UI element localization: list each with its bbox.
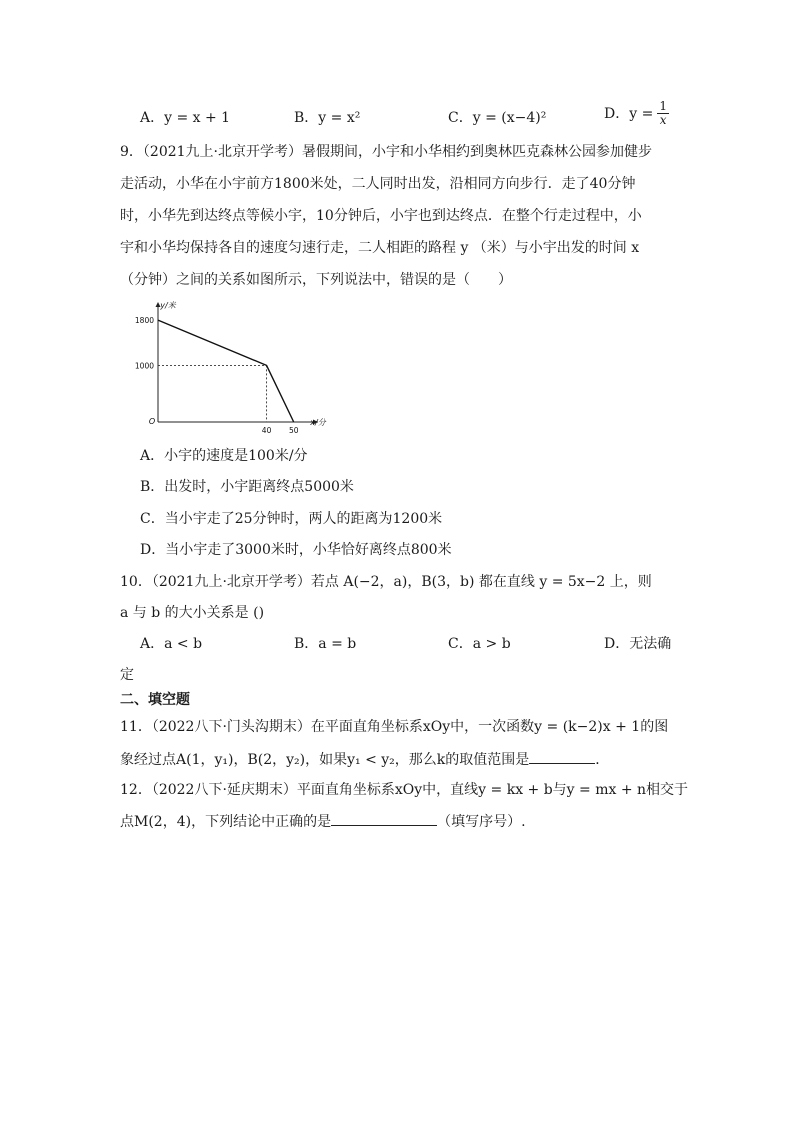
q12-answer-blank[interactable] bbox=[331, 811, 437, 826]
q10-option-b: B．a = b bbox=[294, 636, 357, 652]
q11-line-2 bbox=[120, 749, 609, 770]
origin-label: O bbox=[148, 417, 156, 426]
q11-answer-blank[interactable] bbox=[529, 749, 595, 764]
y-tick-1800: 1800 bbox=[134, 316, 154, 326]
q12-line-2 bbox=[120, 811, 526, 832]
q9-line-2: 走活动，小华在小宇前方1800米处，二人同时出发，沿相同方向步行．走了40分钟 bbox=[120, 176, 636, 192]
q10-line-2: a 与 b 的大小关系是 () bbox=[120, 605, 265, 621]
q10-line-1: 10．（2021九上·北京开学考）若点 A(−2，a)，B(3，b) 都在直线 y = 5x−2 上，则 bbox=[120, 574, 652, 590]
q11-line-2-text: 象经过点A(1，y₁)，B(2，y₂)，如果y₁ < y₂，那么k的取值范围是 bbox=[120, 752, 530, 768]
x-axis-label: x/分 bbox=[310, 418, 326, 427]
q9-option-c: C．当小宇走了25分钟时，两人的距离为1200米 bbox=[140, 511, 443, 527]
distance-time-chart bbox=[134, 296, 328, 436]
q12-line-2-text: 点M(2，4)，下列结论中正确的是 bbox=[120, 814, 332, 830]
section-heading-fill-in: 二、填空题 bbox=[120, 692, 190, 708]
q8-option-d bbox=[604, 100, 669, 127]
q10-option-d-wrap: 定 bbox=[120, 667, 134, 683]
q8-option-d-fraction bbox=[657, 100, 669, 127]
q8-option-b: B．y = x² bbox=[294, 110, 361, 126]
q11-line-2-end: ． bbox=[595, 752, 610, 768]
q10-option-d: D．无法确 bbox=[604, 636, 672, 652]
q10-option-a: A．a < b bbox=[140, 636, 203, 652]
q8-option-a: A．y = x + 1 bbox=[140, 110, 231, 126]
q12-line-1: 12．（2022八下·延庆期末）平面直角坐标系xOy中，直线y = kx + b与y = mx + n相交于 bbox=[120, 782, 689, 798]
series-line bbox=[158, 320, 294, 422]
q8-option-d-denominator: x bbox=[659, 113, 667, 127]
q10-option-c: C．a > b bbox=[448, 636, 511, 652]
q9-option-b: B．出发时，小宇距离终点5000米 bbox=[140, 479, 354, 495]
q12-line-2-end: （填写序号）. bbox=[437, 814, 526, 830]
y-axis-label: y/米 bbox=[160, 301, 176, 310]
q9-line-4: 宇和小华均保持各自的速度匀速行走，二人相距的路程 y （米）与小宇出发的时间 x bbox=[120, 240, 640, 256]
q8-option-d-numerator: 1 bbox=[659, 99, 667, 113]
q8-option-c: C．y = (x−4)² bbox=[448, 110, 547, 126]
q9-option-d: D．当小宇走了3000米时，小华恰好离终点800米 bbox=[140, 542, 452, 558]
q11-line-1: 11．（2022八下·门头沟期末）在平面直角坐标系xOy中，一次函数y = (k−2)x + 1的图 bbox=[120, 719, 669, 735]
q9-line-3: 时，小华先到达终点等候小宇，10分钟后，小宇也到达终点．在整个行走过程中，小 bbox=[120, 208, 642, 224]
x-tick-40: 40 bbox=[261, 426, 272, 435]
q8-option-d-label: D．y = bbox=[604, 105, 654, 122]
x-tick-50: 50 bbox=[288, 426, 299, 435]
y-tick-1000: 1000 bbox=[134, 361, 154, 371]
q9-option-a: A．小宇的速度是100米/分 bbox=[140, 448, 308, 464]
q9-line-5: （分钟）之间的关系如图所示，下列说法中，错误的是（ ） bbox=[120, 272, 512, 288]
q9-line-1: 9．（2021九上·北京开学考）暑假期间，小宇和小华相约到奥林匹克森林公园参加健步 bbox=[120, 144, 652, 160]
